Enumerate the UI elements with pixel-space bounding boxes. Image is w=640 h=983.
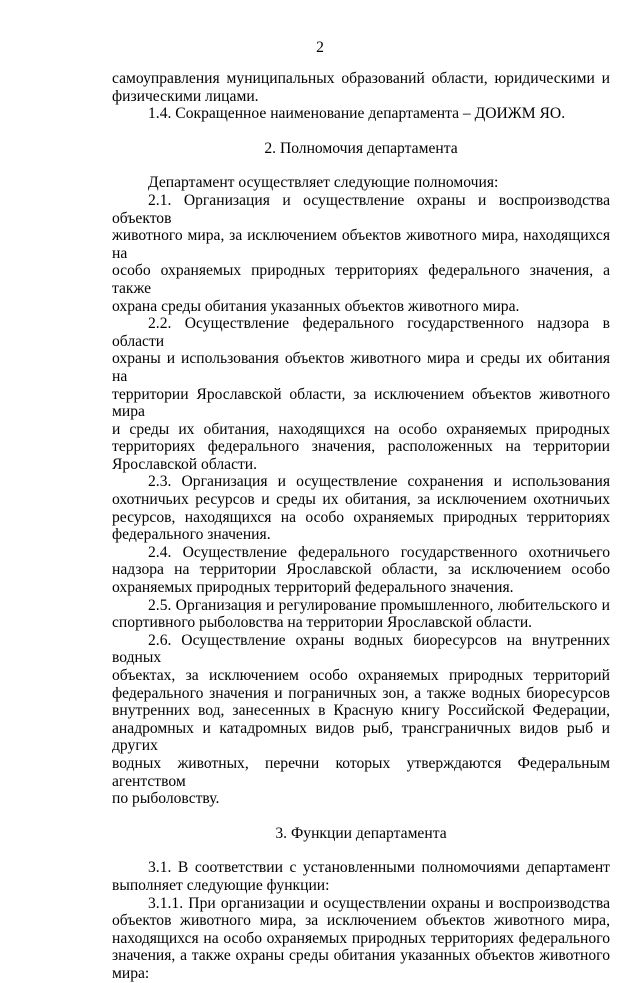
text-line: физическими лицами. [112,87,259,105]
item-3-1-1 [112,895,610,983]
text-line: федерального значения. [112,526,271,544]
text-line: и среды их обитания, находящихся на особо охраняемых природных [112,420,610,438]
text-line: Ярославской области. [112,455,258,473]
item-2-3 [112,473,610,543]
item-2-2 [112,315,610,473]
spacer [112,123,610,140]
text-line: самоуправления муниципальных образований области, юридическими и [112,70,610,87]
text-line: федерального значения и пограничных зон, а также водных биоресурсов [112,684,610,702]
text-line: 2.3. Организация и осуществление сохранения и использования [148,473,610,491]
section-intro: Департамент осуществляет следующие полномочия: [148,174,499,192]
section-heading-powers: 2. Полномочия департамента [264,139,458,157]
spacer [112,842,610,859]
item-2-5 [112,597,610,632]
text-line: спортивного рыболовства на территории Ярославской области. [112,614,533,632]
document-body [112,70,610,983]
text-line: выполняет следующие функции: [112,876,330,894]
text-line: по рыболовству. [112,790,220,808]
text-line: охраняемых природных территорий федерального значения. [112,579,514,597]
text-line: анадромных и катадромных видов рыб, трансграничных видов рыб и других [112,719,610,755]
text-line: мира: [112,964,150,982]
text-line: животного мира, за исключением объектов животного мира, находящихся на [112,227,610,262]
text-line: 2.5. Организация и регулирование промышленного, любительского и [148,596,610,614]
text-line: территориях федерального значения, расположенных на территории [112,438,610,456]
text-line: 2.4. Осуществление федерального государственного охотничьего [148,543,610,561]
text-line: 1.4. Сокращенное наименование департамента – ДОИЖМ ЯО. [148,105,566,123]
paragraph-municipal [112,70,610,105]
text-line: водных животных, перечни которых утверждаются Федеральным агентством [112,754,610,790]
text-line: надзора на территории Ярославской области, за исключением особо [112,561,610,579]
item-2-6 [112,632,610,808]
text-line: значения, а также охраны среды обитания указанных объектов животного [112,947,610,965]
section-heading-functions: 3. Функции департамента [275,824,447,842]
text-line: ресурсов, находящихся на особо охраняемых природных территориях [112,508,610,526]
text-line: территории Ярославской области, за исключением объектов животного мира [112,385,610,421]
text-line: 2.2. Осуществление федерального государственного надзора в области [112,315,610,350]
text-line: 2.1. Организация и осуществление охраны и воспроизводства объектов [112,191,610,227]
text-line: внутренних вод, занесенных в Красную книгу Российской Федерации, [112,702,610,720]
text-line: находящихся на особо охраняемых природных территориях федерального [112,929,610,947]
spacer [112,157,610,174]
item-3-1 [112,859,610,894]
text-line: охотничьих ресурсов и среды их обитания, за исключением охотничьих [112,491,610,509]
spacer [112,808,610,825]
text-line: объектов животного мира, за исключением объектов животного мира, [112,912,610,930]
paragraph-short-name [112,105,610,123]
text-line: особо охраняемых природных территориях федерального значения, а также [112,262,610,297]
page-number: 2 [316,39,324,56]
text-line: 2.6. Осуществление охраны водных биоресурсов на внутренних водных [112,631,610,667]
text-line: охраны и использования объектов животного мира и среды их обитания на [112,350,610,385]
text-line: 3.1.1. При организации и осуществлении охраны и воспроизводства [148,894,610,912]
text-line: охрана среды обитания указанных объектов животного мира. [112,297,520,315]
item-2-4 [112,544,610,597]
item-2-1 [112,192,610,315]
text-line: объектах, за исключением особо охраняемых природных территорий [112,667,610,684]
text-line: 3.1. В соответствии с установленными полномочиями департамент [148,859,610,877]
